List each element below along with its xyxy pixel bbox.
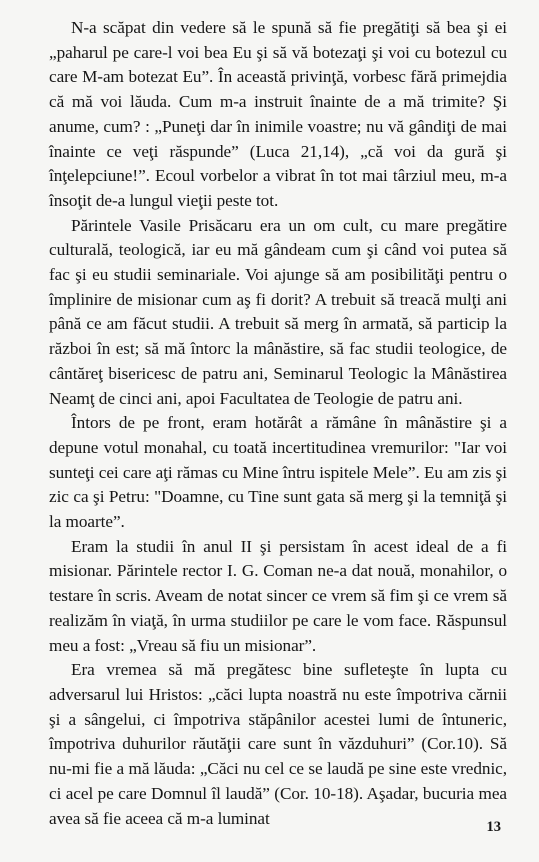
paragraph-3: Întors de pe front, eram hotărât a rămâne în mânăstire şi a depune votul monahal, cu toată incertitudinea vremurilor: "Iar voi sunteţi cei care aţi rămas cu Mine întru ispitele Mele”. Eu am zis şi zic ca şi Petru: "Doamne, cu Tine sunt gata să merg şi la temniţă şi la moarte”. — [49, 413, 507, 532]
paragraph-4: Eram la studii în anul II şi persistam în acest ideal de a fi misionar. Părintele rector I. G. Coman ne-a dat nouă, monahilor, o testare în scris. Aveam de notat sincer ce vrem să fim şi ce vrem să realizăm în viaţă, în urma studiilor pe care le vom face. Răspunsul meu a fost: „Vreau să fiu un misionar”. — [49, 536, 507, 655]
page-number: 13 — [486, 819, 501, 835]
paragraph-5: Era vremea să mă pregătesc bine sufleteşte în lupta cu adversarul lui Hristos: „căci lupta noastră nu este împotriva cărnii şi a sângelui, ci împotriva stăpânilor acestei lumi de întuneric, împotriva duhurilor răutăţii care sunt în văzduhuri” (Cor.10). Să nu-mi fie a mă lăuda: „Căci nu cel ce se laudă pe sine este vrednic, ci acel pe care Domnul îl laudă” (Cor. 10-18). Aşadar, bucuria mea avea să fie aceea că m-a luminat — [49, 660, 507, 828]
paragraph-1: N-a scăpat din vedere să le spună să fie pregătiţi să bea şi ei „paharul pe care-l voi bea Eu şi să vă botezaţi şi voi cu botezul cu care M-am botezat Eu”. În această privinţă, vorbesc fără primejdia că mă voi lăuda. Cum m-a instruit înainte de a mă trimite? Şi anume, cum? : „Puneţi dar în inimile voastre; nu vă gândiţi de mai înainte ce veţi răspunde” (Luca 21,14), „că voi da gură şi înţelepciune!”. Ecoul vorbelor a vibrat în tot mai târziul meu, m-a însoţit de-a lungul vieţii peste tot. — [49, 18, 507, 210]
paragraph-2: Părintele Vasile Prisăcaru era un om cult, cu mare pregătire culturală, teologică, iar eu mă gândeam cum şi când voi putea să fac şi eu studii seminariale. Voi ajunge să am posibilităţi pentru o împlinire de misionar cum aş fi dorit? A trebuit să treacă mulţi ani până ce am făcut studii. A trebuit să merg în armată, să particip la război în est; să mă întorc la mânăstire, să fac studii teologice, de cântăreţ bisericesc de patru ani, Seminarul Teologic la Mânăstirea Neamţ de cinci ani, apoi Facultatea de Teologie de patru ani. — [49, 215, 507, 408]
